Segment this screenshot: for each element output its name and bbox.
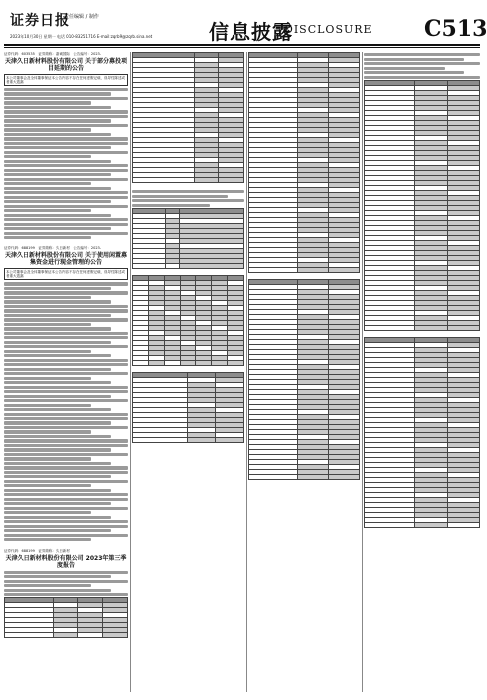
financial-table <box>364 80 480 331</box>
table-cell <box>249 475 298 480</box>
text-line <box>4 404 91 407</box>
text-line <box>4 332 128 335</box>
table-cell <box>78 633 103 638</box>
text-line <box>4 287 111 290</box>
text-line <box>4 439 128 442</box>
editor-credit: 责任编辑 / 制作 <box>64 14 99 20</box>
text-line <box>4 507 128 510</box>
table-cell <box>365 326 415 331</box>
text-line <box>4 173 111 176</box>
financial-table <box>132 208 244 269</box>
text-line <box>4 137 128 140</box>
text-line <box>4 164 128 167</box>
dateline: 2023年10月30日 星期一 电话 010-83251716 E-mail:zqrb9@zqrb.sina.net <box>10 34 153 39</box>
page-number: C513 <box>424 16 487 42</box>
table-grid <box>248 52 360 273</box>
table-cell <box>166 264 180 269</box>
article-headline: 天津久日新材料股份有限公司 关于使用闲置募集资金进行现金管理的公告 <box>4 252 128 267</box>
text-line <box>4 359 128 362</box>
text-line <box>4 318 128 321</box>
table-grid <box>364 80 480 331</box>
text-line <box>4 178 128 181</box>
text-line <box>4 511 91 514</box>
text-line <box>4 119 111 122</box>
table-grid <box>248 279 360 480</box>
text-line <box>4 377 91 380</box>
column-divider <box>246 52 247 692</box>
column-divider <box>130 52 131 692</box>
article-codes: 证券代码：603535 证券简称：嘉诚国际 公告编号：2023- <box>4 52 102 56</box>
text-line <box>4 88 128 91</box>
table-cell <box>365 523 415 528</box>
text-line <box>4 498 128 501</box>
text-line <box>364 67 445 70</box>
table-grid <box>132 372 244 443</box>
text-line <box>4 341 111 344</box>
table-cell <box>249 268 298 273</box>
newspaper-page <box>4 4 487 696</box>
article-codes: 证券代码：688199 证券简称：久日新材 <box>4 548 70 553</box>
table-grid <box>132 275 244 366</box>
section-title: 信息披露 <box>209 20 293 44</box>
table-cell <box>133 264 166 269</box>
table-grid <box>4 597 128 638</box>
table-row <box>133 178 244 183</box>
table-row <box>5 633 128 638</box>
financial-table <box>132 52 244 183</box>
text-line <box>4 92 111 95</box>
table-cell <box>180 361 196 366</box>
table-row <box>133 264 244 269</box>
table-row <box>133 438 244 443</box>
text-line <box>4 520 128 523</box>
table-grid <box>132 52 244 183</box>
text-line <box>4 101 91 104</box>
masthead-rule <box>4 44 480 46</box>
table-cell <box>188 438 216 443</box>
column-4 <box>364 52 480 692</box>
text-line <box>4 187 111 190</box>
text-line <box>4 214 111 217</box>
table-row <box>365 523 480 528</box>
text-line <box>4 336 128 339</box>
text-line <box>4 291 128 294</box>
table-cell <box>148 361 164 366</box>
text-line <box>4 580 128 583</box>
text-line <box>4 350 91 353</box>
table-grid <box>132 208 244 269</box>
text-line <box>4 386 128 389</box>
table-cell <box>415 523 447 528</box>
table-cell <box>447 523 479 528</box>
text-line <box>4 475 111 478</box>
table-cell <box>133 361 149 366</box>
financial-table <box>4 597 128 638</box>
column-2 <box>132 52 244 692</box>
text-line <box>4 525 128 528</box>
text-line <box>364 71 464 74</box>
text-line <box>4 218 128 221</box>
table-cell <box>133 178 195 183</box>
text-line <box>4 444 128 447</box>
article-statement: 本公司董事会及全体董事保证本公告内容不存在任何虚假记载、误导性陈述或者重大遗漏 <box>4 268 128 280</box>
text-line <box>4 282 128 285</box>
article-statement: 本公司董事会及全体董事保证本公告内容不存在任何虚假记载、误导性陈述或者重大遗漏 <box>4 74 128 86</box>
article-headline: 天津久日新材料股份有限公司 关于部分募投项目延期的公告 <box>4 58 128 72</box>
text-line <box>4 155 91 158</box>
text-line <box>4 575 111 578</box>
text-line <box>4 408 111 411</box>
text-line <box>364 62 480 65</box>
text-line <box>4 395 111 398</box>
text-line <box>4 430 91 433</box>
text-line <box>4 453 128 456</box>
text-line <box>4 584 91 587</box>
text-line <box>4 142 128 145</box>
article-codes: 证券代码：688199 证券简称：久日新材 公告编号：2023- <box>4 246 102 251</box>
table-row <box>249 268 360 273</box>
text-line <box>4 484 91 487</box>
text-line <box>4 399 128 402</box>
text-line <box>4 97 128 100</box>
text-line <box>4 300 111 303</box>
text-line <box>4 223 128 226</box>
text-line <box>4 368 111 371</box>
financial-table <box>364 337 480 528</box>
text-line <box>4 191 128 194</box>
text-line <box>364 76 480 79</box>
article-body <box>4 88 128 239</box>
text-line <box>4 593 128 596</box>
table-cell <box>212 361 228 366</box>
text-line <box>4 124 128 127</box>
text-line <box>4 493 128 496</box>
text-line <box>4 115 128 118</box>
table-cell <box>215 438 243 443</box>
text-line <box>4 227 111 230</box>
text-line <box>4 232 128 235</box>
table-row <box>365 326 480 331</box>
table-cell <box>228 361 244 366</box>
table-cell <box>328 268 359 273</box>
text-line <box>4 354 111 357</box>
text-line <box>4 448 111 451</box>
newspaper-logo: 证券日报 <box>10 13 70 29</box>
text-line <box>4 110 128 113</box>
table-row <box>249 475 360 480</box>
text-line <box>4 205 128 208</box>
text-line <box>4 309 128 312</box>
text-line <box>4 381 111 384</box>
text-line <box>4 516 111 519</box>
article-body <box>4 282 128 541</box>
text-line <box>132 190 244 193</box>
text-line <box>4 435 111 438</box>
text-line <box>4 534 128 537</box>
column-1 <box>4 52 128 692</box>
text-line <box>4 345 128 348</box>
table-cell <box>53 633 78 638</box>
text-line <box>4 305 128 308</box>
text-line <box>4 471 128 474</box>
financial-table <box>132 372 244 443</box>
text-line <box>4 421 111 424</box>
text-line <box>4 462 111 465</box>
text-line <box>4 146 111 149</box>
text-line <box>4 589 111 592</box>
text-line <box>4 151 128 154</box>
text-line <box>132 204 210 207</box>
table-cell <box>103 633 128 638</box>
text-line <box>4 128 91 131</box>
table-cell <box>447 326 479 331</box>
table-cell <box>5 633 54 638</box>
text-line <box>4 182 91 185</box>
table-cell <box>133 438 188 443</box>
text-line <box>132 195 228 198</box>
text-line <box>4 363 128 366</box>
table-cell <box>164 361 180 366</box>
table-cell <box>328 475 359 480</box>
text-line <box>4 417 128 420</box>
text-line <box>4 480 128 483</box>
text-line <box>4 196 128 199</box>
article-body <box>4 571 128 597</box>
table-cell <box>196 361 212 366</box>
column-divider <box>362 52 363 692</box>
table-cell <box>194 178 219 183</box>
text-line <box>4 169 128 172</box>
table-cell <box>297 268 328 273</box>
article-body <box>132 190 244 207</box>
article-body <box>364 53 480 79</box>
text-line <box>4 296 91 299</box>
text-line <box>4 538 91 541</box>
column-3 <box>248 52 360 692</box>
text-line <box>4 323 91 326</box>
table-grid <box>364 337 480 528</box>
table-row <box>133 361 244 366</box>
text-line <box>4 502 111 505</box>
table-cell <box>180 264 244 269</box>
text-line <box>4 489 111 492</box>
text-line <box>4 413 128 416</box>
text-line <box>4 209 91 212</box>
text-line <box>132 199 244 202</box>
financial-table <box>248 279 360 480</box>
text-line <box>364 58 464 61</box>
text-line <box>4 390 128 393</box>
text-line <box>4 133 111 136</box>
text-line <box>4 529 111 532</box>
text-line <box>4 372 128 375</box>
article-headline: 天津久日新材料股份有限公司 2023年第三季度报告 <box>5 554 127 569</box>
text-line <box>4 327 111 330</box>
table-cell <box>219 178 244 183</box>
text-line <box>4 160 111 163</box>
text-line <box>4 106 111 109</box>
text-line <box>4 314 111 317</box>
text-line <box>4 200 111 203</box>
financial-table <box>248 52 360 273</box>
text-line <box>4 426 128 429</box>
table-cell <box>415 326 447 331</box>
text-line <box>4 466 128 469</box>
masthead <box>4 4 487 48</box>
table-cell <box>297 475 328 480</box>
text-line <box>4 236 91 239</box>
financial-table <box>132 275 244 366</box>
masthead-rule-thin <box>4 47 480 48</box>
text-line <box>4 457 91 460</box>
text-line <box>4 571 128 574</box>
text-line <box>364 53 480 56</box>
section-title-en: DISCLOSURE <box>284 23 373 36</box>
